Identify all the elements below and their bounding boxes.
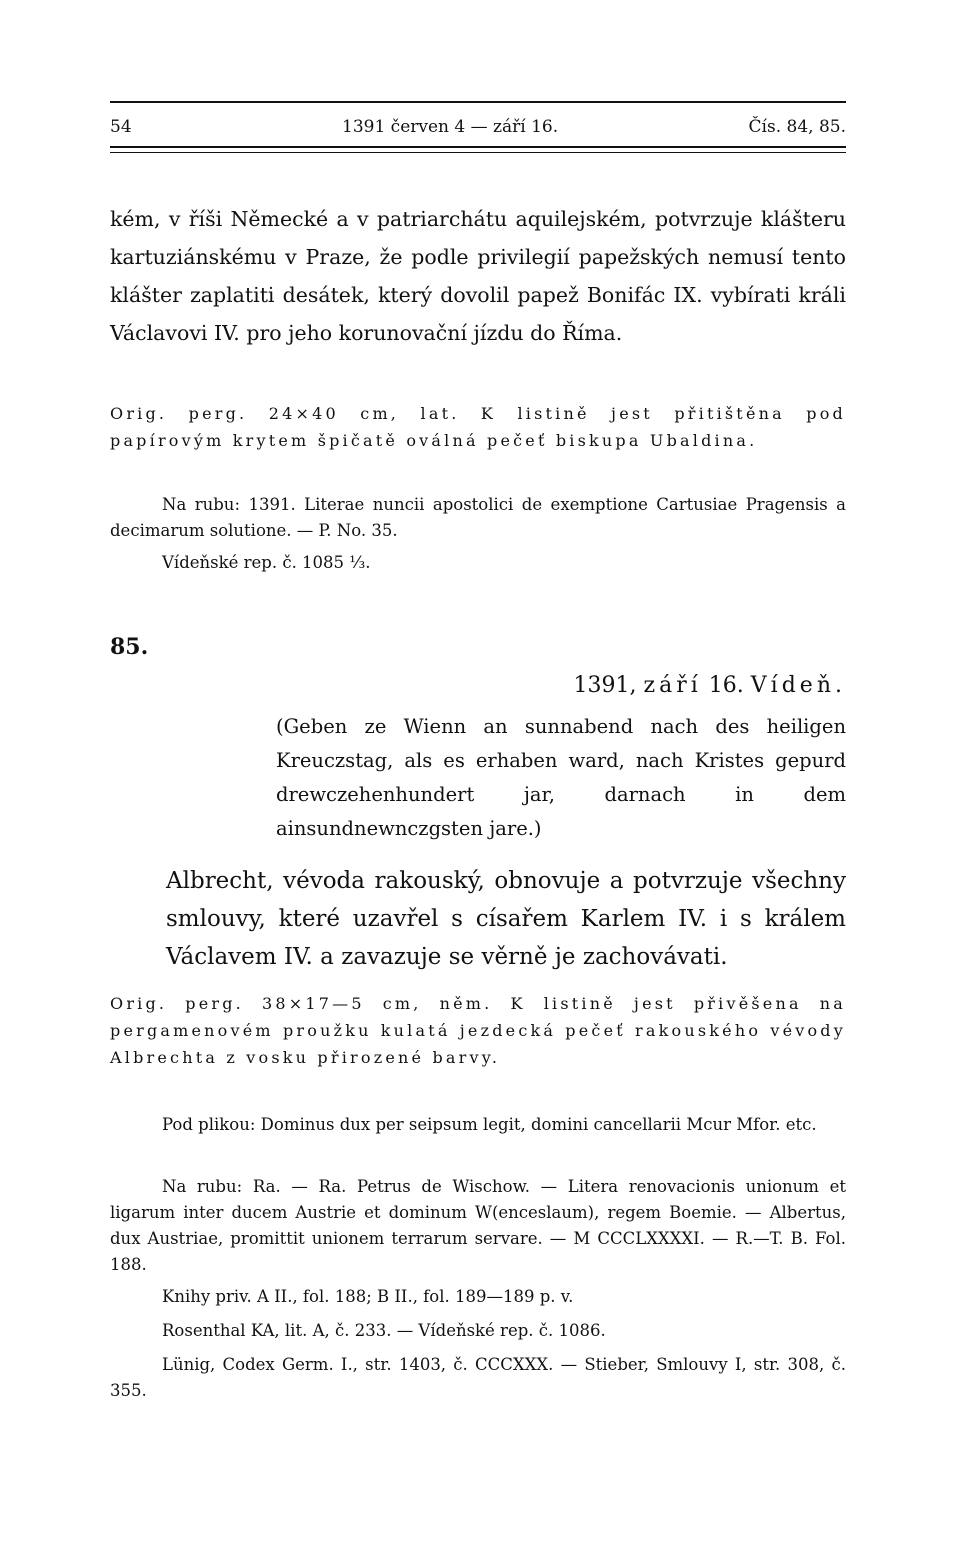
doc84-vienna-repertory: Vídeňské rep. č. 1085 ⅓. — [162, 553, 371, 572]
doc85-regest: Albrecht, vévoda rakouský, obnovuje a potvrzuje všechny smlouvy, které uzavřel s císařem Karlem IV. i s králem Václavem IV. a zavazuje se věrně je zachovávati. — [166, 868, 846, 970]
header-rule-top — [110, 101, 846, 103]
doc85-rosenthal-reference: Rosenthal KA, lit. A, č. 233. — Vídeňské rep. č. 1086. — [162, 1321, 606, 1340]
running-header — [110, 112, 846, 142]
doc85-day: 16. — [708, 673, 744, 698]
doc85-date-place — [110, 666, 846, 706]
doc85-number: 85. — [110, 634, 149, 660]
header-date-range: 1391 červen 4 — září 16. — [342, 117, 559, 137]
doc85-german-dating: (Geben ze Wienn an sunnabend nach des heiligen Kreuczstag, als es erhaben ward, nach Kristes gepurd drewczehenhundert jar, darnach in dem ainsundnewnczgsten jare.) — [276, 715, 846, 840]
doc84-original-description: Orig. perg. 24×40 cm, lat. K listině jest přitištěna pod papírovým krytem špičatě oválná pečeť biskupa Ubaldina. — [110, 404, 846, 450]
doc85-lunig-reference: Lünig, Codex Germ. I., str. 1403, č. CCCXXX. — Stieber, Smlouvy I, str. 308, č. 355. — [110, 1355, 846, 1400]
header-rule-thin — [110, 152, 846, 153]
doc85-under-plica-note: Pod plikou: Dominus dux per seipsum legit, domini cancellarii Mcur Mfor. etc. — [162, 1115, 817, 1134]
header-rule-bottom — [110, 146, 846, 148]
doc85-year: 1391, — [573, 673, 637, 698]
doc85-privilege-books: Knihy priv. A II., fol. 188; B II., fol. 189—189 p. v. — [162, 1287, 574, 1306]
doc85-month: září — [643, 673, 702, 698]
doc84-continuation-text: kém, v říši Německé a v patriarchátu aquilejském, potvrzuje klášteru kartuziánskému v Praze, že podle privilegií papežských nemusí tento klášter zaplatiti desátek, který dovolil papež Bonifác IX. vybírati králi Václavovi IV. pro jeho korunovační jízdu do Říma. — [110, 207, 846, 345]
doc85-dorsal-note: Na rubu: Ra. — Ra. Petrus de Wischow. — Litera renovacionis unionum et ligarum inter ducem Austrie et dominum W(enceslaum), regem Boemie. — Albertus, dux Austriae, promittit unionem terrarum servare. — M CCCLXXXXI. — R.—T. B. Fol. 188. — [110, 1177, 846, 1274]
doc85-city: Vídeň. — [750, 673, 846, 698]
header-document-numbers: Čís. 84, 85. — [748, 117, 846, 137]
doc84-dorsal-note: Na rubu: 1391. Literae nuncii apostolici de exemptione Cartusiae Pragensis a decimarum solutione. — P. No. 35. — [110, 495, 846, 540]
page-number: 54 — [110, 117, 132, 137]
doc85-original-description: Orig. perg. 38×17—5 cm, něm. K listině jest přivěšena na pergamenovém proužku kulatá jezdecká pečeť rakouského vévody Albrechta z vosku přirozené barvy. — [110, 994, 846, 1067]
